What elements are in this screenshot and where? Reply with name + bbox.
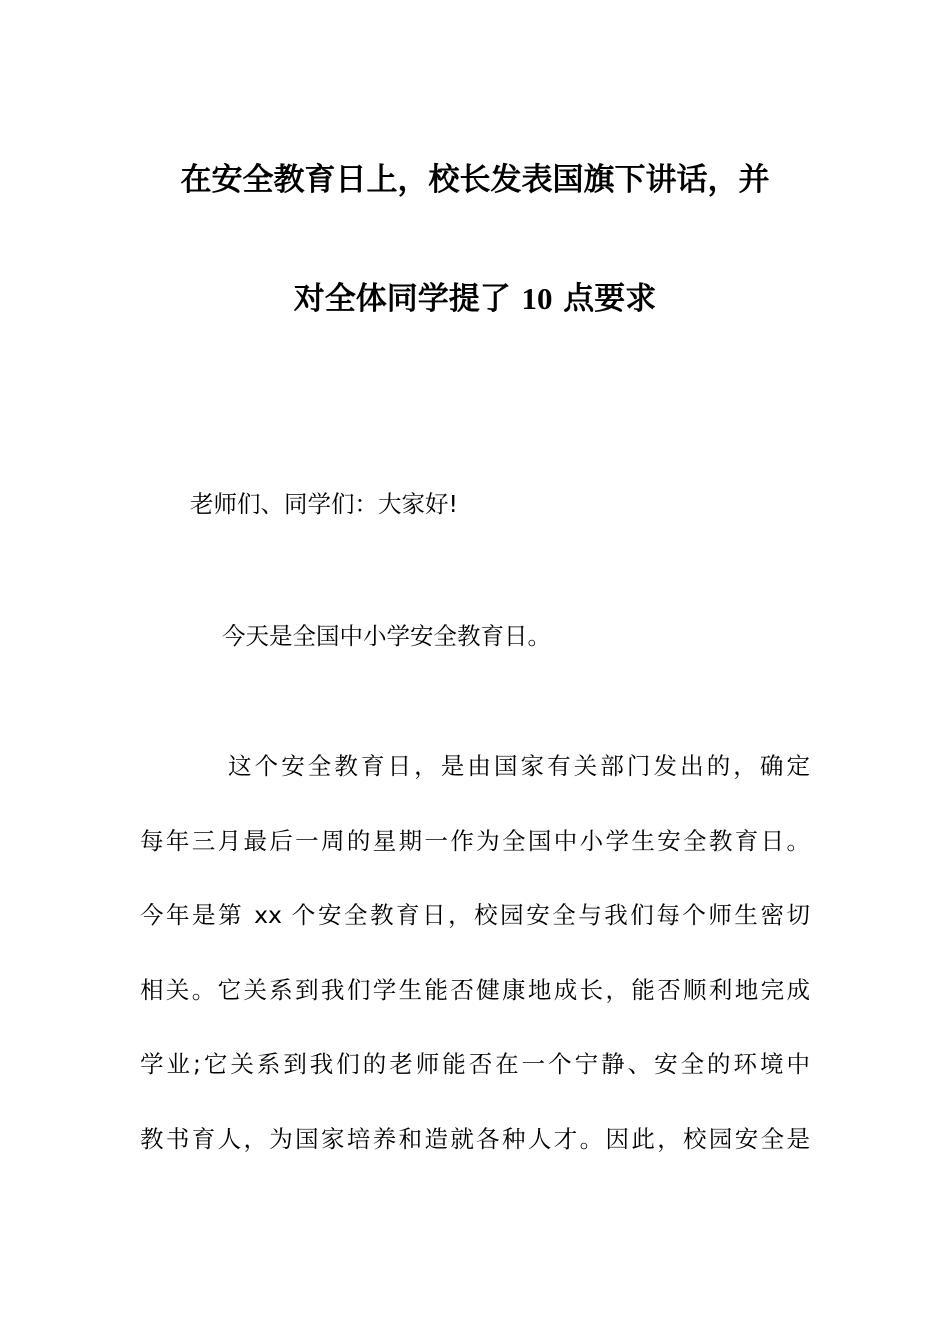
- paragraph-2-line-5: 学业;它关系到我们的老师能否在一个宁静、安全的环境中: [140, 1050, 810, 1078]
- paragraph-2-line-2: 每年三月最后一周的星期一作为全国中小学生安全教育日。: [140, 827, 810, 855]
- greeting: 老师们、同学们：大家好!: [190, 490, 458, 518]
- paragraph-1: 今天是全国中小学安全教育日。: [222, 622, 551, 650]
- title-line-2-suffix: 点要求: [563, 281, 657, 317]
- paragraph-2-line-1: 这个安全教育日，是由国家有关部门发出的，确定: [228, 752, 810, 780]
- paragraph-2-line-6: 教书育人，为国家培养和造就各种人才。因此，校园安全是: [140, 1125, 810, 1153]
- paragraph-2-line-3: 今年是第 xx 个安全教育日，校园安全与我们每个师生密切: [140, 901, 810, 929]
- title-number: 10: [521, 281, 553, 316]
- title-line-1: 在安全教育日上，校长发表国旗下讲话，并: [180, 162, 770, 198]
- title-line-2: [0, 279, 950, 319]
- title-line-2-prefix: 对全体同学提了: [293, 281, 511, 317]
- paragraph-2-line-4: 相关。它关系到我们学生能否健康地成长，能否顺利地完成: [140, 976, 810, 1004]
